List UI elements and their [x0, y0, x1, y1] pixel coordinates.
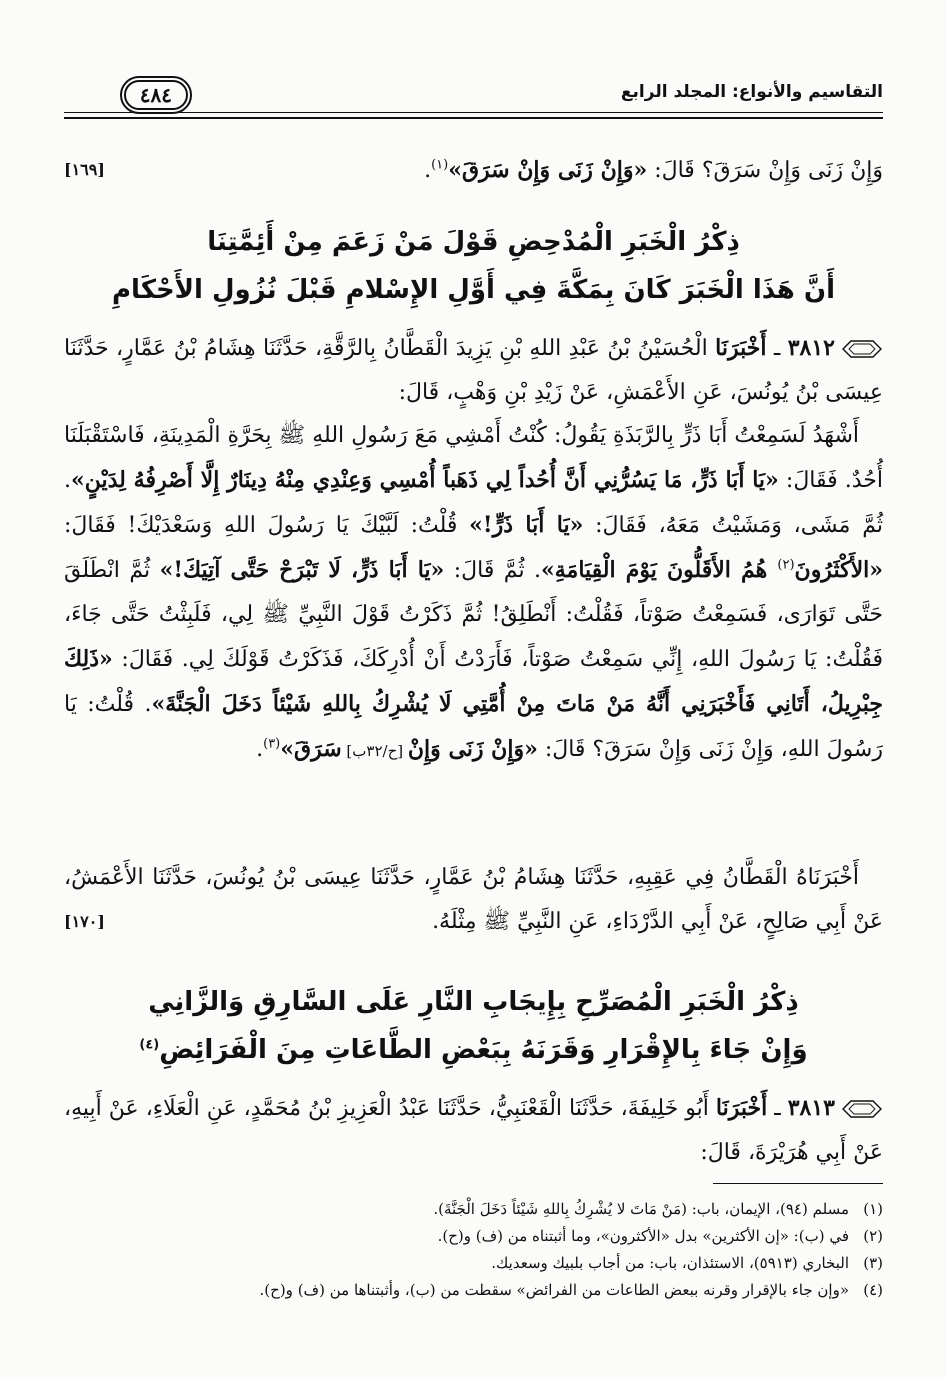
prophet-quote: «الأَكْثَرُونَ	[794, 557, 883, 583]
hadith-3812-isnad: ٣٨١٢ ـ أَخْبَرَنَا الْحُسَيْنُ بْنُ عَبْدِ اللهِ بْنِ يَزِيدَ الْقَطَّانُ بِالرَّقَّةِ، حَدَّثَنَا هِشَامُ بْنُ عَمَّارٍ، حَدَّثَنَا عِيسَى بْنُ يُونُسَ، عَنِ الأَعْمَشِ، عَنْ زَيْدِ بْنِ وَهْبٍ، قَالَ:	[64, 335, 883, 405]
prophet-quote: «ذَلِكَ جِبْرِيلُ، أَتَانِي فَأَخْبَرَنِي أَنَّهُ مَنْ مَاتَ مِنْ أُمَّتِي لَا يُشْرِكُ بِاللهِ شَيْئاً دَخَلَ الْجَنَّةَ»	[64, 646, 884, 717]
footnote-number: (٢)	[863, 1227, 883, 1245]
heading-line: ذِكْرُ الْخَبَرِ الْمُدْحِضِ قَوْلَ مَنْ زَعَمَ مِنْ أَئِمَّتِنَا	[207, 227, 740, 257]
footnote-number: (٤)	[863, 1281, 883, 1299]
text-segment: .	[256, 737, 264, 762]
akhbarana-word: أَخْبَرَنَا	[715, 335, 767, 361]
text-segment: قُلْتُ: لَبَّيْكَ يَا رَسُولَ اللهِ وَسَعْدَيْكَ! فَقَالَ:	[64, 513, 470, 538]
footnote-number: (١)	[863, 1200, 883, 1218]
text-segment: .	[424, 158, 432, 183]
prophet-quote: هُمُ الأَقَلُّونَ يَوْمَ الْقِيَامَةِ»	[541, 557, 778, 583]
prophet-quote: «يَا أَبَا ذَرٍّ، مَا يَسُرُّنِي أَنَّ أُحُداً لِي ذَهَباً أُمْسِي وَعِنْدِي مِنْهُ دِينَارٌ إِلَّا أَصْرِفُهُ لِدَيْنٍ»	[71, 467, 779, 493]
footnote-text: مسلم (٩٤)، الإيمان، باب: (مَنْ مَاتَ لا يُشْرِكُ بِاللهِ شَيْئاً دَخَلَ الْجَنَّةَ).	[433, 1200, 849, 1218]
footnote-ref: (١)	[431, 157, 449, 173]
header-rule-thick	[64, 117, 883, 119]
footnote-text: «وإن جاء بالإقرار وقرنه ببعض الطاعات من الفرائض» سقطت من (ب)، وأثبتناها من (ف) و(ح).	[259, 1281, 849, 1299]
footnote-rule	[713, 1183, 883, 1184]
prophet-quote: سَرَقَ»	[280, 736, 342, 762]
footnote-text: في (ب): «إن الأكثرين» بدل «الأكثرون»، وما أثبتناه من (ف) و(ح).	[437, 1227, 849, 1245]
page-number-frame	[64, 78, 188, 112]
prophet-quote: «وَإِنْ زَنَى وَإِنْ سَرَقَ»	[448, 157, 648, 183]
text-segment: أَشْهَدُ لَسَمِعْتُ أَبَا ذَرٍّ بِالرَّبَذَةِ يَقُولُ: كُنْتُ أَمْشِي مَعَ رَسُولِ اللهِ ﷺ بِحَرَّةِ الْمَدِينَةِ، فَاسْتَقْبَلَنَا أُحُدٌ. فَقَالَ:	[64, 423, 884, 493]
heading-line: وَإِنْ جَاءَ بِالإِقْرَارِ وَقَرَنَهُ بِبَعْضِ الطَّاعَاتِ مِنَ الْفَرَائِضِ	[159, 1035, 808, 1065]
continuation-line	[64, 148, 883, 193]
book-page	[64, 0, 883, 1377]
manuscript-ref: [ح/٣٢ب]	[341, 742, 408, 760]
prophet-quote: «يَا أَبَا ذَرٍّ!»	[469, 512, 584, 538]
hadith-number: ٣٨١٢	[787, 335, 835, 361]
footnote-ref: (٢)	[777, 557, 795, 573]
text-segment: . قُلْتُ: يَا رَسُولَ اللهِ، وَإِنْ زَنَى وَإِنْ سَرَقَ؟ قَالَ:	[64, 692, 883, 762]
akhbarana-word: أَخْبَرَنَا	[715, 1095, 768, 1121]
running-title: التقاسيم والأنواع: المجلد الرابع	[620, 82, 883, 102]
footnote-item	[64, 1223, 883, 1250]
footnote-ref: (٣)	[263, 736, 281, 752]
footnote-item	[64, 1277, 883, 1304]
hadith-marker-icon	[841, 338, 883, 360]
text-segment: ثُمَّ انْطَلَقَ حَتَّى تَوَارَى، فَسَمِعْتُ صَوْتاً، فَقُلْتُ: أَنْطَلِقُ! ثُمَّ ذَكَرْتُ قَوْلَ النَّبِيِّ ﷺ لِي، فَلَبِثْتُ حَتَّى جَاءَ، فَقُلْتُ: يَا رَسُولَ اللهِ، إِنِّي سَمِعْتُ صَوْتاً، فَأَرَدْتُ أَنْ أُدْرِكَكَ، فَذَكَرْتُ قَوْلَكَ لِي. فَقَالَ:	[64, 558, 883, 672]
isnad-text: أَبُو خَلِيفَةَ، حَدَّثَنَا الْقَعْنَبِيُّ، حَدَّثَنَا عَبْدُ الْعَزِيزِ بْنُ مُحَمَّدٍ، عَنِ الْعَلَاءِ، عَنْ أَبِيهِ، عَنْ أَبِي هُرَيْرَةَ، قَالَ:	[64, 1096, 883, 1165]
footnotes	[64, 1196, 883, 1304]
hadith-3813-isnad: ٣٨١٣ ـ أَخْبَرَنَا أَبُو خَلِيفَةَ، حَدَّثَنَا الْقَعْنَبِيُّ، حَدَّثَنَا عَبْدُ الْعَزِيزِ بْنُ مُحَمَّدٍ، عَنِ الْعَلَاءِ، عَنْ أَبِيهِ، عَنْ أَبِي هُرَيْرَةَ، قَالَ:	[64, 1095, 883, 1165]
hadith-marker-icon	[841, 1098, 883, 1120]
isnad-text: الْحُسَيْنُ بْنُ عَبْدِ اللهِ بْنِ يَزِيدَ الْقَطَّانُ بِالرَّقَّةِ، حَدَّثَنَا هِشَامُ بْنُ عَمَّارٍ، حَدَّثَنَا عِيسَى بْنُ يُونُسَ، عَنِ الأَعْمَشِ، عَنْ زَيْدِ بْنِ وَهْبٍ، قَالَ:	[64, 336, 883, 405]
footnote-item	[64, 1196, 883, 1223]
hadith-count-tag: [١٦٩]	[64, 160, 105, 179]
text-segment: . ثُمَّ قَالَ:	[444, 558, 541, 583]
footnote-item	[64, 1250, 883, 1277]
hadith-3812-matn	[64, 414, 883, 773]
footnote-text: البخاري (٥٩١٣)، الاستئذان، باب: من أجاب بلبيك وسعديك.	[491, 1254, 849, 1272]
hadith-number: ٣٨١٣	[787, 1095, 835, 1121]
page-number: ٤٨٤	[124, 80, 188, 110]
heading-line: ذِكْرُ الْخَبَرِ الْمُصَرِّحِ بِإِيجَابِ النَّارِ عَلَى السَّارِقِ وَالزَّانِي	[148, 987, 799, 1017]
footnote-ref: (٤)	[139, 1037, 160, 1053]
text-segment: وَإِنْ زَنَى وَإِنْ سَرَقَ؟ قَالَ:	[647, 158, 883, 183]
prophet-quote: «وَإِنْ زَنَى وَإِنْ	[407, 736, 538, 762]
prophet-quote: «يَا أَبَا ذَرٍّ، لَا تَبْرَحْ حَتَّى آتِيَكَ!»	[159, 557, 445, 583]
chapter-heading-2	[64, 978, 883, 1074]
second-chain: أَخْبَرَنَاهُ الْقَطَّانُ فِي عَقِبِهِ، حَدَّثَنَا هِشَامُ بْنُ عَمَّارٍ، حَدَّثَنَا عِيسَى بْنُ يُونُسَ، حَدَّثَنَا الأَعْمَشُ، عَنْ أَبِي صَالِحٍ، عَنْ أَبِي الدَّرْدَاءِ، عَنِ النَّبِيِّ ﷺ مِثْلَهُ.	[64, 865, 883, 934]
footnote-number: (٣)	[863, 1254, 883, 1272]
header-rule-thin	[64, 112, 883, 113]
hadith-count-tag: [١٧٠]	[64, 912, 105, 931]
text-segment: . ثُمَّ مَشَى، وَمَشَيْتُ مَعَهُ، فَقَالَ:	[64, 468, 883, 538]
chapter-heading-1	[64, 218, 883, 314]
heading-line: أَنَّ هَذَا الْخَبَرَ كَانَ بِمَكَّةَ فِي أَوَّلِ الإِسْلامِ قَبْلَ نُزُولِ الأَحْكَامِ	[112, 275, 835, 305]
